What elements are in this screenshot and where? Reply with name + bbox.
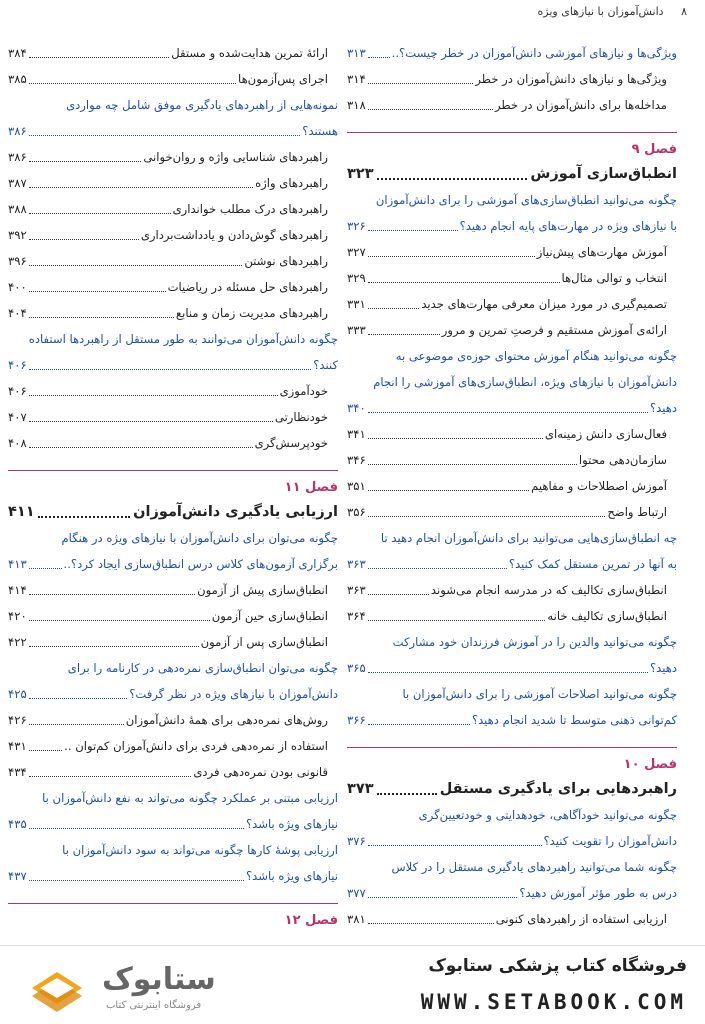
toc-entry[interactable] bbox=[347, 906, 677, 932]
leader-dots bbox=[368, 923, 494, 924]
entry-page: ۴۲۲ bbox=[8, 635, 27, 649]
leader-dots bbox=[29, 750, 62, 751]
toc-entry[interactable] bbox=[8, 222, 338, 248]
leader-dots bbox=[29, 646, 199, 647]
entry-title: انطباق‌سازی تکالیف خانه bbox=[547, 609, 667, 623]
entry-title: تصمیم‌گیری در مورد میزان معرفی مهارت‌های جدید bbox=[421, 297, 667, 311]
question-page: ۳۷۶ bbox=[347, 834, 366, 848]
entry-title: ارزیابی استفاده از راهبردهای کنونی bbox=[495, 912, 667, 926]
leader-dots bbox=[29, 698, 128, 699]
toc-entry[interactable] bbox=[347, 92, 677, 118]
toc-entry[interactable] bbox=[347, 291, 677, 317]
leader-dots bbox=[368, 594, 429, 595]
chapter-divider bbox=[8, 903, 338, 904]
toc-entry[interactable] bbox=[347, 499, 677, 525]
question-text: کم‌توانی ذهنی متوسط تا شدید انجام دهید؟ bbox=[471, 713, 677, 727]
chapter-title-text: انطباق‌سازی آموزش bbox=[530, 166, 677, 182]
chapter-page: ۳۲۳ bbox=[347, 166, 374, 182]
leader-dots bbox=[368, 109, 493, 110]
question-text: نیازهای ویژه باشد؟ bbox=[246, 869, 338, 883]
entry-page: ۳۳۱ bbox=[347, 297, 366, 311]
entry-title: خودنظارتی bbox=[274, 410, 328, 424]
question-line bbox=[8, 863, 338, 889]
leader-dots bbox=[368, 57, 390, 58]
leader-dots bbox=[368, 464, 577, 465]
question-text: هستند؟ bbox=[302, 124, 338, 138]
leader-dots bbox=[368, 724, 470, 725]
toc-entry[interactable] bbox=[347, 66, 677, 92]
entry-page: ۳۲۹ bbox=[347, 271, 366, 285]
question-line bbox=[8, 551, 338, 577]
entry-title: راهبردهای گوش‌دادن و یادداشت‌برداری bbox=[140, 228, 328, 242]
question-line bbox=[8, 525, 338, 551]
question-line bbox=[347, 343, 677, 369]
leader-dots bbox=[368, 897, 518, 898]
question-text: چگونه شما می‌توانید راهبردهای یادگیری مستقل را در کلاس bbox=[391, 860, 677, 874]
logo-wordmark: ستابوک bbox=[102, 962, 216, 997]
leader-dots bbox=[29, 395, 278, 396]
question-text: به آنها در تمرین مستقل کمک کنید؟ bbox=[508, 557, 677, 571]
question-text: برگزاری آزمون‌های کلاس درس انطباق‌سازی ایجاد کرد؟.. bbox=[63, 557, 338, 571]
toc-question[interactable] bbox=[347, 629, 677, 681]
leader-dots bbox=[368, 282, 560, 283]
entry-page: ۳۶۳ bbox=[347, 583, 366, 597]
entry-title: خودآموزی bbox=[279, 384, 328, 398]
toc-right-column bbox=[347, 40, 677, 932]
question-page: ۳۶۶ bbox=[347, 713, 366, 727]
entry-title: ارائه‌ی آموزش مستقیم و فرصتِ تمرین و مرور bbox=[441, 323, 667, 337]
question-line bbox=[347, 40, 677, 66]
leader-dots bbox=[29, 83, 236, 84]
leader-dots bbox=[29, 880, 244, 881]
entry-title: اجرای پس‌آزمون‌ها bbox=[238, 72, 328, 86]
leader-dots bbox=[29, 291, 166, 292]
question-text: کنند؟ bbox=[313, 358, 338, 372]
question-line bbox=[347, 854, 677, 880]
store-name: فروشگاه کتاب پزشکی ستابوک bbox=[428, 956, 687, 976]
entry-page: ۳۵۱ bbox=[347, 479, 366, 493]
entry-title: خودپرسش‌گری bbox=[254, 436, 328, 450]
chapter-page: ۴۱۱ bbox=[8, 504, 35, 520]
question-page: ۳۸۶ bbox=[8, 124, 27, 138]
toc-question[interactable] bbox=[347, 681, 677, 733]
toc-entry[interactable] bbox=[8, 274, 338, 300]
question-text: ویژگی‌ها و نیازهای آموزشی دانش‌آموزان در خطر چیست؟.. bbox=[391, 46, 677, 60]
toc-question[interactable] bbox=[347, 525, 677, 577]
question-line bbox=[347, 525, 677, 551]
leader-dots bbox=[368, 334, 440, 335]
question-text: چگونه می‌توانید خودآگاهی، خودهدایتی و خودتعیین‌گری bbox=[418, 808, 677, 822]
entry-page: ۳۸۷ bbox=[8, 176, 27, 190]
entry-title: ارتباط واضح bbox=[607, 505, 667, 519]
toc-entry[interactable] bbox=[347, 447, 677, 473]
leader-dots bbox=[29, 135, 301, 136]
entry-page: ۳۱۸ bbox=[347, 98, 366, 112]
question-text: چگونه می‌توانید والدین را در آموزش فرزندان خود مشارکت bbox=[392, 635, 677, 649]
chapter-divider bbox=[347, 132, 677, 133]
chapter-title[interactable] bbox=[347, 161, 677, 187]
leader-dots bbox=[29, 161, 142, 162]
chapter-divider bbox=[347, 747, 677, 748]
toc-question[interactable] bbox=[8, 525, 338, 577]
entry-title: آموزش مهارت‌های پیش‌نیاز bbox=[536, 245, 667, 259]
question-line bbox=[8, 785, 338, 811]
leader-dots bbox=[368, 620, 546, 621]
leader-dots bbox=[29, 776, 192, 777]
question-page: ۳۴۰ bbox=[347, 401, 366, 415]
question-page: ۴۰۶ bbox=[8, 358, 27, 372]
toc-entry[interactable] bbox=[347, 265, 677, 291]
entry-page: ۴۳۱ bbox=[8, 739, 27, 753]
leader-dots bbox=[29, 265, 243, 266]
toc-entry[interactable] bbox=[8, 196, 338, 222]
entry-page: ۳۸۴ bbox=[8, 46, 27, 60]
entry-page: ۳۹۲ bbox=[8, 228, 27, 242]
entry-title: ارائهٔ تمرین هدایت‌شده و مستقل bbox=[171, 46, 328, 60]
toc-question[interactable] bbox=[8, 785, 338, 837]
toc-entry[interactable] bbox=[8, 430, 338, 456]
question-text: دهید؟ bbox=[649, 661, 677, 675]
toc-question[interactable] bbox=[8, 655, 338, 707]
question-line bbox=[347, 395, 677, 421]
entry-page: ۴۰۸ bbox=[8, 436, 27, 450]
entry-page: ۳۴۶ bbox=[347, 453, 366, 467]
toc-entry[interactable] bbox=[8, 248, 338, 274]
chapter-title-text: راهبردهایی برای یادگیری مستقل bbox=[439, 781, 677, 797]
entry-title: راهبردهای واژه bbox=[255, 176, 328, 190]
leader-dots bbox=[29, 57, 170, 58]
entry-title: راهبردهای حل مسئله در ریاضیات bbox=[167, 280, 328, 294]
question-line bbox=[8, 118, 338, 144]
question-line bbox=[347, 880, 677, 906]
running-title: دانش‌آموزان با نیازهای ویژه bbox=[537, 5, 664, 18]
entry-title: انطباق‌سازی تکالیف که در مدرسه انجام می‌شوند bbox=[430, 583, 667, 597]
toc-question[interactable] bbox=[8, 326, 338, 378]
book-stack-logo-icon bbox=[22, 958, 92, 1016]
entry-page: ۳۵۶ bbox=[347, 505, 366, 519]
question-page: ۴۳۵ bbox=[8, 817, 27, 831]
entry-page: ۴۳۴ bbox=[8, 765, 27, 779]
toc-left-column bbox=[8, 40, 338, 932]
leader-dots bbox=[29, 239, 139, 240]
entry-title: ویژگی‌ها و نیازهای دانش‌آموزان در خطر bbox=[475, 72, 667, 86]
question-line bbox=[347, 681, 677, 707]
question-text: ارزیابی مبتنی بر عملکرد چگونه می‌تواند به نفع دانش‌آموزان با bbox=[42, 791, 338, 805]
toc-entry[interactable] bbox=[347, 473, 677, 499]
toc-entry[interactable] bbox=[8, 603, 338, 629]
leader-dots bbox=[368, 845, 542, 846]
question-line bbox=[347, 828, 677, 854]
entry-page: ۴۰۶ bbox=[8, 384, 27, 398]
entry-title: انطباق‌سازی پس از آزمون bbox=[200, 635, 328, 649]
entry-title: آموزش اصطلاحات و مفاهیم bbox=[531, 479, 667, 493]
question-text: درس به طور مؤثر آموزش دهید؟ bbox=[519, 886, 677, 900]
leader-dots bbox=[368, 83, 474, 84]
question-line bbox=[8, 681, 338, 707]
question-text: نمونه‌هایی از راهبردهای یادگیری موفق شامل چه مواردی bbox=[66, 98, 338, 112]
toc-entry[interactable] bbox=[347, 603, 677, 629]
leader-dots bbox=[29, 421, 273, 422]
question-page: ۴۱۳ bbox=[8, 557, 27, 571]
toc-entry[interactable] bbox=[8, 378, 338, 404]
entry-title: انطباق‌سازی حین آزمون bbox=[211, 609, 328, 623]
entry-title: انطباق‌سازی پیش از آزمون bbox=[197, 583, 328, 597]
question-text: چه انطباق‌سازی‌هایی می‌توانید برای دانش‌آموزان انجام دهید تا bbox=[380, 531, 677, 545]
entry-title: راهبردهای درک مطلب خوانداری bbox=[172, 202, 328, 216]
question-text: نیازهای ویژه باشد؟ bbox=[246, 817, 338, 831]
question-line bbox=[347, 213, 677, 239]
entry-page: ۳۹۶ bbox=[8, 254, 27, 268]
question-text: دانش‌آموزان با نیازهای ویژه، انطباق‌سازی‌های آموزشی را انجام bbox=[373, 375, 677, 389]
toc-entry[interactable] bbox=[8, 629, 338, 655]
leader-dots bbox=[29, 828, 244, 829]
leader-dots bbox=[368, 672, 648, 673]
chapter-title[interactable] bbox=[8, 499, 338, 525]
entry-page: ۳۳۳ bbox=[347, 323, 366, 337]
running-header bbox=[538, 5, 687, 25]
question-line bbox=[347, 802, 677, 828]
leader-dots bbox=[38, 516, 131, 518]
entry-title: روش‌های نمره‌دهی برای همهٔ دانش‌آموزان bbox=[125, 713, 328, 727]
entry-page: ۴۱۴ bbox=[8, 583, 27, 597]
toc-entry[interactable] bbox=[8, 404, 338, 430]
question-page: ۳۶۳ bbox=[347, 557, 366, 571]
question-line bbox=[8, 352, 338, 378]
toc-entry[interactable] bbox=[347, 577, 677, 603]
toc-question[interactable] bbox=[347, 187, 677, 239]
leader-dots bbox=[368, 412, 648, 413]
question-text: چگونه می‌توان برای دانش‌آموزان با نیازهای ویژه در هنگام bbox=[61, 531, 338, 545]
question-line bbox=[8, 655, 338, 681]
entry-page: ۴۲۰ bbox=[8, 609, 27, 623]
chapter-label: فصل ۱۰ bbox=[623, 757, 677, 772]
toc-question[interactable] bbox=[8, 837, 338, 889]
question-line bbox=[347, 655, 677, 681]
entry-page: ۳۸۱ bbox=[347, 912, 366, 926]
toc-entry[interactable] bbox=[8, 66, 338, 92]
question-text: چگونه می‌توانید انطباق‌سازی‌های آموزشی را برای دانش‌آموزان bbox=[375, 193, 677, 207]
leader-dots bbox=[377, 793, 437, 795]
question-text: چگونه دانش‌آموزان می‌توانند به طور مستقل از راهبردها استفاده bbox=[28, 332, 338, 346]
entry-page: ۳۸۵ bbox=[8, 72, 27, 86]
entry-page: ۳۸۶ bbox=[8, 150, 27, 164]
chapter-title[interactable] bbox=[347, 776, 677, 802]
question-page: ۳۷۷ bbox=[347, 886, 366, 900]
question-text: دانش‌آموزان با نیازهای ویژه در نظر گرفت؟ bbox=[129, 687, 338, 701]
question-line bbox=[347, 551, 677, 577]
entry-title: قانونی بودن نمره‌دهی فردی bbox=[193, 765, 328, 779]
leader-dots bbox=[29, 213, 171, 214]
toc-question[interactable] bbox=[8, 92, 338, 144]
chapter-title-text: ارزیابی یادگیری دانش‌آموزان bbox=[133, 504, 338, 520]
leader-dots bbox=[29, 187, 253, 188]
toc-question[interactable] bbox=[347, 343, 677, 421]
leader-dots bbox=[29, 620, 210, 621]
toc-entry[interactable] bbox=[347, 421, 677, 447]
toc-entry[interactable] bbox=[8, 300, 338, 326]
leader-dots bbox=[377, 178, 528, 180]
logo-subtitle: فروشگاه اینترنتی کتاب bbox=[106, 1000, 202, 1011]
page-number: ۸ bbox=[681, 5, 687, 18]
question-line bbox=[347, 707, 677, 733]
question-text: با نیازهای ویژه در مهارت‌های پایه انجام دهید؟ bbox=[459, 219, 677, 233]
question-line bbox=[8, 92, 338, 118]
entry-page: ۳۱۴ bbox=[347, 72, 366, 86]
leader-dots bbox=[29, 594, 195, 595]
store-url[interactable]: WWW.SETABOOK.COM bbox=[420, 990, 687, 1014]
leader-dots bbox=[29, 568, 62, 569]
question-line bbox=[347, 369, 677, 395]
entry-title: فعال‌سازی دانش زمینه‌ای bbox=[544, 427, 667, 441]
question-line bbox=[347, 187, 677, 213]
entry-title: راهبردهای شناسایی واژه و روان‌خوانی bbox=[143, 150, 328, 164]
chapter-label: فصل ۱۱ bbox=[284, 480, 338, 495]
toc-entry[interactable] bbox=[8, 144, 338, 170]
question-line bbox=[8, 811, 338, 837]
entry-page: ۴۰۴ bbox=[8, 306, 27, 320]
entry-title: استفاده از نمره‌دهی فردی برای دانش‌آموزان کم‌توان .. bbox=[64, 739, 328, 753]
entry-page: ۴۰۷ bbox=[8, 410, 27, 424]
entry-page: ۳۴۱ bbox=[347, 427, 366, 441]
entry-title: مداخله‌ها برای دانش‌آموزان در خطر bbox=[494, 98, 667, 112]
question-page: ۳۲۶ bbox=[347, 219, 366, 233]
question-page: ۳۱۳ bbox=[347, 46, 366, 60]
leader-dots bbox=[368, 308, 420, 309]
toc-entry[interactable] bbox=[8, 707, 338, 733]
question-page: ۴۲۵ bbox=[8, 687, 27, 701]
toc-entry[interactable] bbox=[8, 759, 338, 785]
entry-page: ۴۰۰ bbox=[8, 280, 27, 294]
chapter-divider bbox=[8, 470, 338, 471]
question-line bbox=[8, 326, 338, 352]
entry-title: سازمان‌دهی محتوا bbox=[578, 453, 667, 467]
question-line bbox=[8, 837, 338, 863]
leader-dots bbox=[29, 724, 124, 725]
question-line bbox=[347, 629, 677, 655]
toc-entry[interactable] bbox=[8, 170, 338, 196]
question-page: ۳۶۵ bbox=[347, 661, 366, 675]
leader-dots bbox=[368, 256, 535, 257]
leader-dots bbox=[368, 230, 458, 231]
leader-dots bbox=[29, 317, 174, 318]
toc-entry[interactable] bbox=[347, 239, 677, 265]
chapter-label: فصل ۱۲ bbox=[284, 913, 338, 928]
toc-entry[interactable] bbox=[8, 40, 338, 66]
leader-dots bbox=[29, 447, 253, 448]
toc-entry[interactable] bbox=[347, 317, 677, 343]
entry-title: راهبردهای نوشتن bbox=[244, 254, 328, 268]
setabook-logo bbox=[22, 958, 272, 1016]
question-text: ارزیابی پوشهٔ کارها چگونه می‌تواند به سود دانش‌آموزان با bbox=[62, 843, 338, 857]
entry-title: راهبردهای مدیریت زمان و منابع bbox=[175, 306, 328, 320]
toc-question[interactable] bbox=[347, 40, 677, 66]
entry-page: ۴۲۶ bbox=[8, 713, 27, 727]
leader-dots bbox=[368, 516, 606, 517]
entry-title: انتخاب و توالی مثال‌ها bbox=[561, 271, 667, 285]
chapter-label: فصل ۹ bbox=[631, 142, 677, 157]
store-footer bbox=[0, 945, 705, 1024]
question-text: چگونه می‌توان انطباق‌سازی نمره‌دهی در کارنامه را برای bbox=[67, 661, 338, 675]
entry-page: ۳۸۸ bbox=[8, 202, 27, 216]
chapter-page: ۳۷۳ bbox=[347, 781, 374, 797]
entry-page: ۳۲۷ bbox=[347, 245, 366, 259]
leader-dots bbox=[368, 490, 529, 491]
leader-dots bbox=[368, 568, 507, 569]
toc-entry[interactable] bbox=[8, 577, 338, 603]
question-text: چگونه می‌توانید هنگام آموزش محتوای حوزه‌ی موضوعی به bbox=[395, 349, 677, 363]
leader-dots bbox=[368, 438, 543, 439]
question-text: دانش‌آموزان را تقویت کنید؟ bbox=[543, 834, 677, 848]
toc-question[interactable] bbox=[347, 802, 677, 854]
question-text: چگونه می‌توانید اصلاحات آموزشی را برای دانش‌آموزان با bbox=[402, 687, 677, 701]
leader-dots bbox=[29, 369, 312, 370]
entry-page: ۳۶۴ bbox=[347, 609, 366, 623]
toc-entry[interactable] bbox=[8, 733, 338, 759]
question-page: ۴۳۷ bbox=[8, 869, 27, 883]
question-text: دهید؟ bbox=[649, 401, 677, 415]
toc-question[interactable] bbox=[347, 854, 677, 906]
